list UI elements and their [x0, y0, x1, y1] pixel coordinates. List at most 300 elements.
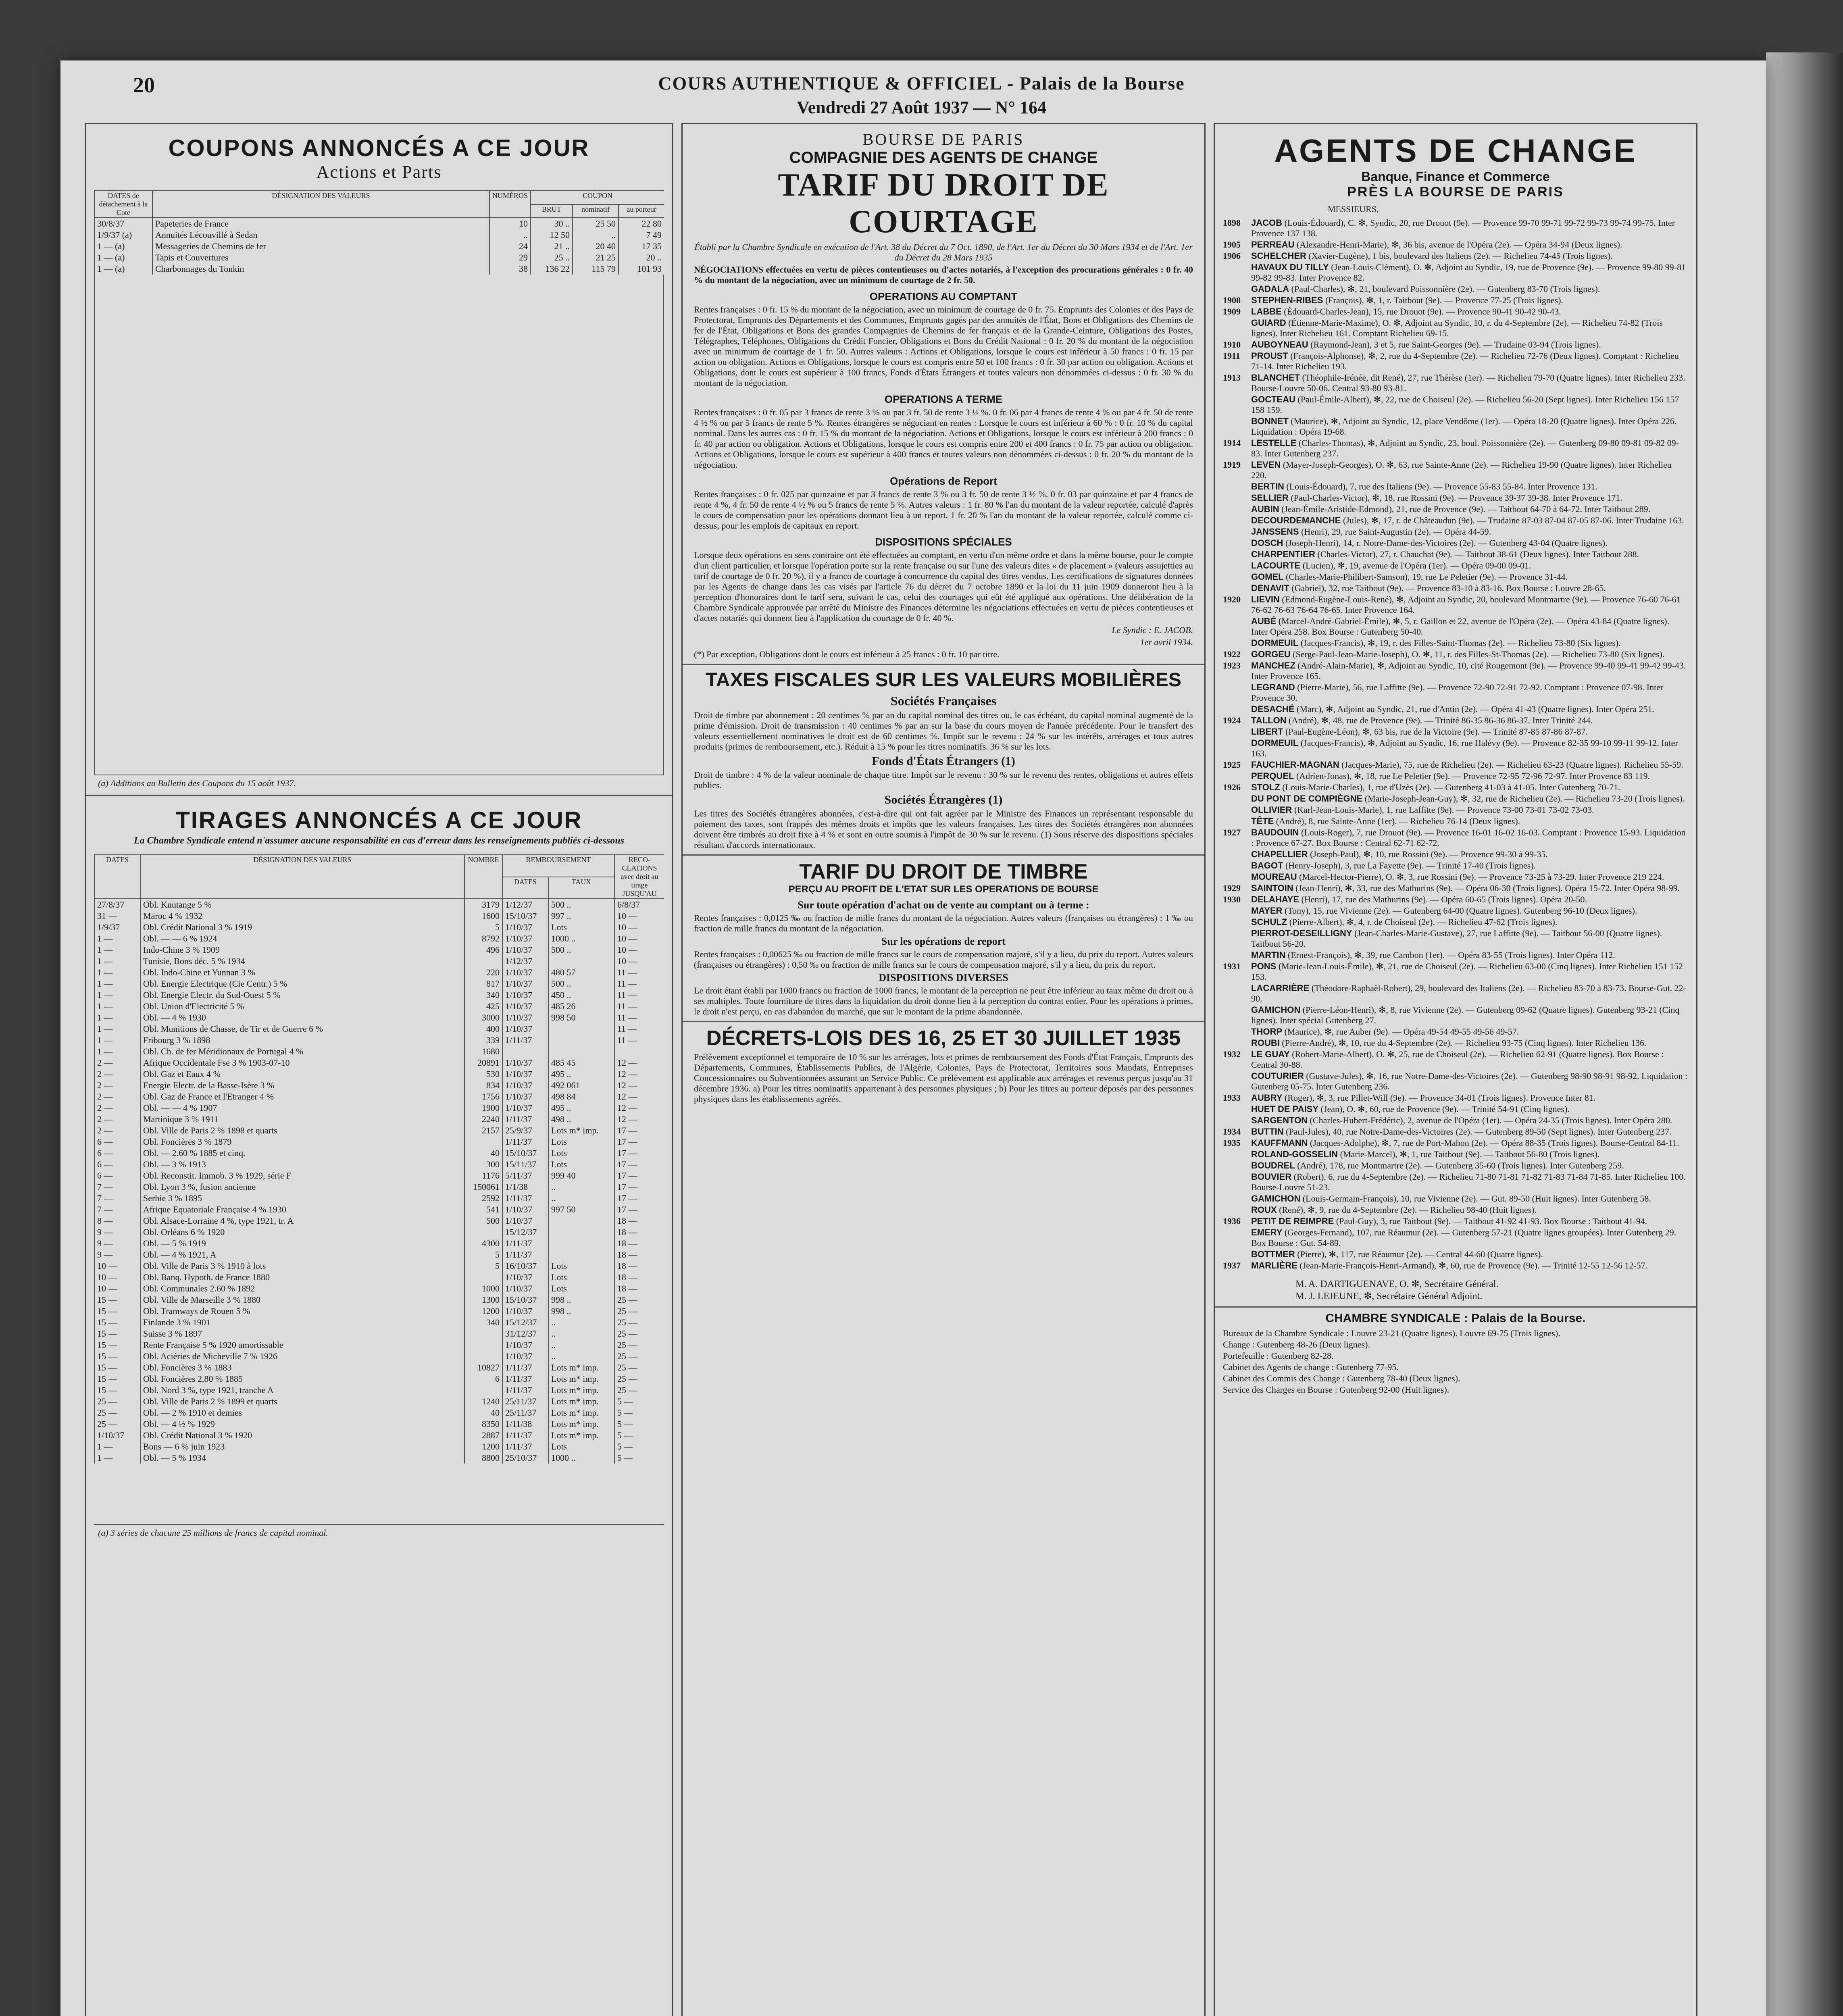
tirage-date: 15 —	[94, 1317, 140, 1328]
agent-details: (Louis-Édouard), C. ✻, Syndic, 20, rue Drouot (9e). — Provence 99-70 99-71 99-72 99-73 99-74 99-75. Inter Provence 137 138.	[1251, 218, 1675, 238]
agent-entry	[1223, 1127, 1688, 1137]
decrets-title: DÉCRETS-LOIS DES 16, 25 ET 30 JUILLET 1935	[706, 1027, 1181, 1050]
agent-year	[1223, 1172, 1251, 1193]
tirage-taux: 997 ..	[548, 910, 614, 922]
tirage-designation: Obl. Crédit National 3 % 1920	[140, 1430, 464, 1441]
tirage-date: 10 —	[94, 1260, 140, 1272]
table-row	[94, 944, 664, 956]
agent-name: LESTELLE	[1251, 438, 1297, 448]
agent-year	[1223, 928, 1251, 949]
chambre-line: Portefeuille : Gutenberg 82-28.	[1223, 1351, 1334, 1361]
tirage-taux	[548, 956, 614, 967]
agent-text	[1251, 827, 1688, 848]
agent-text	[1251, 1260, 1688, 1271]
agent-text	[1251, 416, 1688, 437]
tirage-taux: 997 50	[548, 1204, 614, 1215]
tirage-reclamation: 11 —	[614, 1012, 664, 1023]
tirage-designation: Rente Française 5 % 1920 amortissable	[140, 1339, 464, 1351]
agent-text	[1251, 515, 1688, 526]
agent-name: DU PONT DE COMPIÈGNE	[1251, 793, 1363, 804]
agent-name: ROUBI	[1251, 1038, 1280, 1048]
agent-year	[1223, 727, 1251, 737]
agent-details: (Alexandre-Henri-Marie), ✻, 36 bis, avenue de l'Opéra (2e). — Opéra 34-94 (Deux lignes).	[1297, 240, 1622, 250]
tirage-date: 7 —	[94, 1181, 140, 1193]
tirage-date: 2 —	[94, 1102, 140, 1114]
agent-year	[1223, 805, 1251, 815]
agent-entry	[1223, 1115, 1688, 1126]
tirage-reclamation: 17 —	[614, 1148, 664, 1159]
agent-entry	[1223, 1005, 1688, 1026]
coupons-col-coupon: COUPON	[531, 191, 664, 204]
agent-text	[1251, 438, 1688, 459]
agent-year	[1223, 262, 1251, 283]
tirage-date: 1 —	[94, 989, 140, 1001]
tirage-date: 1/10/37	[94, 1430, 140, 1441]
agent-details: (Jean-Henri), ✻, 33, rue des Mathurins (9e). — Opéra 06-30 (Trois lignes). Opéra 15-72. Inter Opéra 98-99.	[1295, 883, 1680, 893]
courtage-section-text: Lorsque deux opérations en sens contraire ont été effectuées au comptant, en vertu d'un même ordre et dans la même bourse, pour le compte d'un client particulier, et lorsque l'opération porte sur la rente française ou sur l'une des valeurs dites « de placement » (valeurs assujetties au tarif de courtage de 0 fr. 20 %), il y a franco de courtage à concurrence du capital des titres vendus. Les certifications de signatures données par les Agents de change dans les cas visés par l'article 76 du décret du 7 octobre 1890 et la loi du 11 juin 1909 donneront lieu à la perception d'honoraires dont le tarif sera, suivant le cas, celui des courtages qui eût été appliqué aux opérations. Une délibération de la Chambre Syndicale approuvée par arrêté du Ministre des Finances détermine les négociations effectuées en vertu de pièces contentieuses et d'actes notariés qui donnent lieu à l'application du courtage de 0 fr. 40 %.	[694, 550, 1193, 623]
agent-name: AUBÉ	[1251, 616, 1277, 626]
agent-text	[1251, 527, 1688, 537]
coupons-body	[94, 218, 664, 275]
agent-details: (Étienne-Marie-Maxime), O. ✻, Adjoint au Syndic, 10, r. du 4-Septembre (2e). — Richelieu 74-82 (Trois lignes). Inter Richelieu 161. Comptant Richelieu 69-15.	[1251, 318, 1663, 338]
agent-entry	[1223, 727, 1688, 737]
agent-details: (Raymond-Jean), 3 et 5, rue Saint-Georges (9e). — Trudaine 03-94 (Trois lignes).	[1310, 339, 1601, 350]
tirage-remb-date: 1/11/37	[502, 1430, 548, 1441]
agent-details: (Paul-Charles), ✻, 21, boulevard Poissonnière (2e). — Gutenberg 83-70 (Trois lignes).	[1291, 284, 1600, 294]
tirage-reclamation: 25 —	[614, 1362, 664, 1373]
agent-text	[1251, 1193, 1688, 1204]
agent-entry	[1223, 394, 1688, 415]
tirage-date: 1 —	[94, 967, 140, 978]
agent-entry	[1223, 1172, 1688, 1193]
tirage-nombre: 5	[464, 922, 502, 933]
agent-entry	[1223, 928, 1688, 949]
tirage-nombre: 834	[464, 1080, 502, 1091]
tirage-date: 9 —	[94, 1238, 140, 1249]
agent-entry	[1223, 1149, 1688, 1160]
agent-name: HAVAUX DU TILLY	[1251, 262, 1329, 272]
agent-details: (Marie-Joseph-Jean-Guy), ✻, 32, rue de Richelieu (2e). — Richelieu 73-20 (Trois lignes).	[1364, 793, 1685, 804]
tirage-date: 27/8/37	[94, 899, 140, 910]
agent-details: (Louis-Germain-François), 10, rue Vivienne (2e). — Gut. 89-50 (Huit lignes). Inter Gutenberg 58.	[1302, 1193, 1651, 1204]
agent-details: (Charles-Thomas), ✻, Adjoint au Syndic, 23, boul. Poissonnière (2e). — Gutenberg 09-80 09-81 09-82 09-83. Inter Gutenberg 237.	[1251, 438, 1679, 458]
tirage-nombre: 150061	[464, 1181, 502, 1193]
tirage-nombre: 496	[464, 944, 502, 956]
taxes-sub1: Sociétés Françaises	[890, 694, 997, 708]
agent-name: AUBIN	[1251, 504, 1279, 514]
agent-details: (Ernest-François), ✻, 39, rue Cambon (1er). — Opéra 83-55 (Trois lignes). Inter Opéra 112.	[1288, 950, 1615, 960]
tirage-taux: 450 ..	[548, 989, 614, 1001]
tirage-nombre: 339	[464, 1035, 502, 1046]
agent-text	[1251, 727, 1688, 737]
agent-name: LABBE	[1251, 306, 1282, 317]
coupon-numero: 38	[489, 263, 531, 275]
agent-text	[1251, 638, 1688, 648]
tirage-remb-date: 1/10/37	[502, 1351, 548, 1362]
agent-name: PETIT DE REIMPRE	[1251, 1216, 1334, 1226]
secretary-general-adjoint: M. J. LEJEUNE, ✻, Secrétaire Général Adjoint.	[1295, 1291, 1483, 1302]
agent-text	[1251, 460, 1688, 481]
agent-details: (Jean), O. ✻, 60, rue de Provence (9e). — Trinité 54-91 (Cinq lignes).	[1320, 1104, 1570, 1114]
agent-year	[1223, 1193, 1251, 1204]
tirage-nombre: 6	[464, 1373, 502, 1385]
coupons-col-numeros: NUMÉROS	[489, 191, 531, 218]
agent-text	[1251, 682, 1688, 703]
agent-entry	[1223, 318, 1688, 339]
agent-name: MANCHEZ	[1251, 660, 1295, 671]
tirages-col-nombre: NOMBRE	[464, 855, 502, 899]
taxes-title: TAXES FISCALES SUR LES VALEURS MOBILIÈRES	[706, 669, 1181, 691]
chambre-line: Cabinet des Commis des Change : Gutenberg 78-40 (Deux lignes).	[1223, 1373, 1460, 1383]
timbre-title: TARIF DU DROIT DE TIMBRE	[799, 860, 1088, 883]
tirage-nombre: 1200	[464, 1306, 502, 1317]
tirage-designation: Suisse 3 % 1897	[140, 1328, 464, 1339]
agent-entry	[1223, 1249, 1688, 1260]
tirages-note: (a) 3 séries de chacune 25 millions de francs de capital nominal.	[94, 1524, 664, 1541]
tirage-nombre: 2592	[464, 1193, 502, 1204]
tirage-date: 6 —	[94, 1170, 140, 1181]
tirage-remb-date: 1/11/37	[502, 1385, 548, 1396]
agent-name: STEPHEN-RIBES	[1251, 295, 1323, 305]
agent-name: AUBRY	[1251, 1093, 1283, 1103]
agent-name: BOUDREL	[1251, 1160, 1295, 1170]
tirage-date: 1 —	[94, 1001, 140, 1012]
tirage-remb-date: 1/11/38	[502, 1418, 548, 1430]
tirage-reclamation: 11 —	[614, 978, 664, 989]
timbre-line3: DISPOSITIONS DIVERSES	[879, 972, 1008, 983]
agent-details: (Paul-Émile-Albert), ✻, 22, rue de Choiseul (2e). — Richelieu 56-20 (Sept lignes). Inter Richelieu 156 157 158 159.	[1251, 394, 1679, 415]
agent-year	[1223, 318, 1251, 339]
tirage-date: 15 —	[94, 1362, 140, 1373]
courtage-note: (*) Par exception, Obligations dont le cours est inférieur à 25 francs : 0 fr. 10 par titre.	[694, 649, 1000, 659]
agent-year	[1223, 572, 1251, 582]
coupon-designation: Messageries de Chemins de fer	[152, 241, 489, 252]
tirage-nombre: 1600	[464, 910, 502, 922]
tirage-nombre: 10827	[464, 1362, 502, 1373]
taxes-sub2: Fonds d'États Étrangers (1)	[872, 754, 1015, 768]
agent-details: (Robert-Marie-Albert), O. ✻, 25, rue de Choiseul (2e). — Richelieu 62-91 (Quatre lignes). Box Bourse : Central 30-88.	[1251, 1049, 1664, 1070]
tirage-reclamation: 18 —	[614, 1227, 664, 1238]
coupon-date: 1 — (a)	[94, 263, 152, 275]
tirage-designation: Obl. Ville de Paris 3 % 1910 à lots	[140, 1260, 464, 1272]
tirage-reclamation: 17 —	[614, 1125, 664, 1136]
agent-name: LEVEN	[1251, 460, 1281, 470]
agent-details: (Jacques-Francis), ✻, 19, r. des Filles-Saint-Thomas (2e). — Richelieu 73-80 (Six lignes).	[1300, 638, 1621, 648]
agent-year	[1223, 515, 1251, 526]
agent-year: 1913	[1223, 373, 1241, 383]
tirage-taux: Lots	[548, 922, 614, 933]
agent-entry	[1223, 1071, 1688, 1092]
coupon-brut: 25 ..	[531, 252, 573, 263]
table-row	[94, 1102, 664, 1114]
agent-entry	[1223, 373, 1688, 394]
agent-year	[1223, 1205, 1251, 1215]
agent-year: 1926	[1223, 782, 1241, 792]
table-row	[94, 1215, 664, 1227]
agent-year	[1223, 549, 1251, 560]
agent-text	[1251, 883, 1688, 893]
tirage-remb-date: 1/11/37	[502, 1136, 548, 1148]
agent-name: DENAVIT	[1251, 583, 1289, 593]
tirage-reclamation: 18 —	[614, 1260, 664, 1272]
agent-entry	[1223, 1027, 1688, 1037]
table-row	[94, 1306, 664, 1317]
agent-entry	[1223, 816, 1688, 827]
agent-text	[1251, 1249, 1688, 1260]
agent-year	[1223, 284, 1251, 294]
tirage-designation: Obl. — 2.60 % 1885 et cinq.	[140, 1148, 464, 1159]
agent-name: ROLAND-GOSSELIN	[1251, 1149, 1338, 1159]
tirage-reclamation: 17 —	[614, 1204, 664, 1215]
tirage-remb-date: 15/12/37	[502, 1317, 548, 1328]
middle-column	[681, 123, 1206, 2016]
tirage-remb-date: 15/10/37	[502, 1294, 548, 1306]
agent-year: 1923	[1223, 660, 1241, 671]
coupons-table	[94, 190, 664, 275]
agent-text	[1251, 1115, 1688, 1126]
tirage-taux	[548, 1238, 614, 1249]
coupon-porteur: 7 49	[618, 229, 664, 241]
tirage-designation: Obl. — 2 % 1910 et demies	[140, 1407, 464, 1418]
agents-title: AGENTS DE CHANGE	[1274, 133, 1637, 169]
tirage-taux: ..	[548, 1317, 614, 1328]
agent-entry	[1223, 527, 1688, 537]
tirages-col-dates: DATES	[94, 855, 140, 899]
table-row	[94, 989, 664, 1001]
coupon-brut: 21 ..	[531, 241, 573, 252]
tirage-date: 15 —	[94, 1328, 140, 1339]
agent-entry	[1223, 251, 1688, 261]
tirage-nombre: 3000	[464, 1012, 502, 1023]
taxes-text3: Les titres des Sociétés étrangères abonnées, c'est-à-dire qui ont fait agréer par le Ministre des Finances un représentant responsable du paiement des taxes, sont frappés des mêmes droits et impôts que les valeurs françaises. Les titres des Sociétés étrangères non abonnées doivent être timbrés au droit fixe à 4 % et sont en outre soumis à l'impôt de 30 % sur le revenu. (1) Sous réserve des dispositions spéciales résultant d'accords internationaux.	[694, 808, 1193, 850]
agent-text	[1251, 860, 1688, 871]
tirage-taux: ..	[548, 1328, 614, 1339]
courtage-section-title: OPERATIONS A TERME	[884, 393, 1003, 405]
tirage-taux: 500 ..	[548, 978, 614, 989]
table-row	[94, 229, 664, 241]
agent-year	[1223, 504, 1251, 514]
agent-text	[1251, 1104, 1688, 1114]
tirage-nombre: 2240	[464, 1114, 502, 1125]
courtage-section-text: Rentes françaises : 0 fr. 025 par quinzaine et par 3 francs de rente 3 % ou 3 fr. 50 de rente 3 ½ %. 0 fr. 03 par quinzaine et par 4 francs de rente 4 %, 4 fr. 50 de rente 4 ½ % ou 5 francs de rente 5 %. Autres valeurs : 1 fr. 80 % l'an du montant de la valeur reportée, calculé d'après le cours de compensation pour les opérations donnant lieu à un report. 1 fr. 20 % l'an du montant de la valeur reportée, calculé comme ci-dessus, pour les emplois de capitaux en report.	[694, 489, 1193, 531]
agent-details: (Joseph-Henri), 14, r. Notre-Dame-des-Victoires (2e). — Gutenberg 43-04 (Quatre lignes).	[1285, 538, 1608, 548]
tirage-taux: 500 ..	[548, 899, 614, 910]
agent-text	[1251, 1027, 1688, 1037]
tirage-nombre: 340	[464, 1317, 502, 1328]
agent-year	[1223, 872, 1251, 882]
table-row	[94, 1181, 664, 1193]
agent-details: (Jean-Charles-Marie-Gustave), 27, rue Laffitte (9e). — Taitbout 56-00 (Quatre lignes). Taitbout 56-20.	[1251, 928, 1662, 949]
tirage-taux: 500 ..	[548, 944, 614, 956]
compagnie-title: COMPAGNIE DES AGENTS DE CHANGE	[789, 149, 1098, 167]
coupon-designation: Annuités Lécouvillé à Sedan	[152, 229, 489, 241]
tirage-taux: Lots	[548, 1272, 614, 1283]
tirage-remb-date: 1/10/37	[502, 1204, 548, 1215]
agent-name: COUTURIER	[1251, 1071, 1304, 1081]
coupon-numero: 24	[489, 241, 531, 252]
agent-entry	[1223, 1193, 1688, 1204]
agent-text	[1251, 295, 1688, 306]
agent-text	[1251, 894, 1688, 905]
tirage-date: 15 —	[94, 1294, 140, 1306]
agent-details: (Jean-Émile-Aristide-Edmond), 21, rue de Provence (9e). — Taitbout 64-70 à 64-72. Inter Taitbout 289.	[1281, 504, 1651, 514]
tirage-designation: Obl. Ch. de fer Méridionaux de Portugal 4 %	[140, 1046, 464, 1057]
tirage-remb-date: 1/10/37	[502, 933, 548, 944]
agent-entry	[1223, 1205, 1688, 1215]
agent-text	[1251, 760, 1688, 770]
table-row	[94, 1159, 664, 1170]
agent-details: (Marc), ✻, Adjoint au Syndic, 21, rue d'Antin (2e). — Opéra 41-43 (Quatre lignes). Inter Opéra 251.	[1297, 704, 1654, 714]
tirage-nombre: 8800	[464, 1452, 502, 1464]
tirage-reclamation: 25 —	[614, 1294, 664, 1306]
agent-name: PROUST	[1251, 351, 1288, 361]
agent-entry	[1223, 538, 1688, 548]
agent-entry	[1223, 1138, 1688, 1148]
table-row	[94, 1204, 664, 1215]
tirage-reclamation: 5 —	[614, 1441, 664, 1452]
coupons-subtitle: Actions et Parts	[316, 162, 442, 182]
courtage-intro: Établi par la Chambre Syndicale en exécution de l'Art. 38 du Décret du 7 Oct. 1890, de l'Art. 1er du Décret du 30 Mars 1934 et de l'Art. 1er du Décret du 28 Mars 1935	[694, 242, 1193, 262]
table-row	[94, 252, 664, 263]
table-row	[94, 1125, 664, 1136]
agent-details: (Maurice), ✻, Adjoint au Syndic, 12, place Vendôme (1er). — Opéra 18-20 (Quatre lignes). Inter Opéra 226. Liquidation : Opéra 19-68.	[1251, 416, 1677, 437]
tirage-designation: Obl. Reconstit. Immob. 3 % 1929, série F	[140, 1170, 464, 1181]
agent-year	[1223, 616, 1251, 637]
agent-entry	[1223, 240, 1688, 250]
tirage-nombre: 1176	[464, 1170, 502, 1181]
agent-name: GAMICHON	[1251, 1193, 1301, 1204]
tirage-designation: Obl. Foncières 2,80 % 1885	[140, 1373, 464, 1385]
agent-details: (Pierre-André), ✻, 10, rue du 4-Septembre (2e). — Richelieu 93-75 (Cinq lignes). Inter Richelieu 136.	[1282, 1038, 1647, 1048]
coupons-table-wrap	[94, 190, 664, 791]
tirage-reclamation: 5 —	[614, 1430, 664, 1441]
agent-year	[1223, 560, 1251, 571]
agent-entry	[1223, 504, 1688, 514]
agent-name: PIERROT-DESEILLIGNY	[1251, 928, 1352, 938]
agent-name: LE GUAY	[1251, 1049, 1290, 1059]
tirage-taux: Lots m* imp.	[548, 1373, 614, 1385]
chambre-line: Change : Gutenberg 48-26 (Deux lignes).	[1223, 1339, 1370, 1350]
tirage-remb-date: 1/10/37	[502, 1283, 548, 1294]
tirage-designation: Obl. — 5 % 1934	[140, 1452, 464, 1464]
tirage-remb-date: 1/10/37	[502, 1023, 548, 1035]
tirage-nombre: 2887	[464, 1430, 502, 1441]
tirage-nombre: 220	[464, 967, 502, 978]
agent-entry	[1223, 339, 1688, 350]
timbre-line1: Sur toute opération d'achat ou de vente au comptant ou à terme :	[798, 899, 1089, 911]
agent-text	[1251, 251, 1688, 261]
timbre-line2: Sur les opérations de report	[881, 935, 1006, 947]
agent-text	[1251, 1038, 1688, 1048]
agent-details: (Serge-Paul-Jean-Marie-Joseph), O. ✻, 11, r. des Filles-St-Thomas (2e). — Richelieu 73-80 (Six lignes).	[1293, 649, 1665, 659]
agent-text	[1251, 616, 1688, 637]
tirage-remb-date: 25/10/37	[502, 1452, 548, 1464]
secretary-general: M. A. DARTIGUENAVE, O. ✻, Secrétaire Général.	[1295, 1279, 1499, 1289]
tirage-date: 6 —	[94, 1136, 140, 1148]
tirage-date: 7 —	[94, 1204, 140, 1215]
tirage-taux: ..	[548, 1181, 614, 1193]
divider	[683, 854, 1204, 856]
tirage-nombre: 5	[464, 1260, 502, 1272]
agent-name: MOUREAU	[1251, 872, 1297, 882]
tirage-designation: Indo-Chine 3 % 1909	[140, 944, 464, 956]
agent-details: (Henri), 17, rue des Mathurins (9e). — Opéra 60-65 (Trois lignes). Opéra 20-50.	[1301, 894, 1587, 904]
tirage-remb-date: 1/1/38	[502, 1181, 548, 1193]
tirage-reclamation: 17 —	[614, 1170, 664, 1181]
taxes-text1: Droit de timbre par abonnement : 20 centimes % par an du capital nominal des titres ou, le cas échéant, du capital nominal augmenté de la prime d'émission. Droit de transmission : 40 centimes % par an sur la base du cours moyen de l'année précédente. Pour le transfert des valeurs essentiellement nominatives le droit est de 60 centimes %. Impôt sur le revenu : 24 % sur les intérêts, arrérages et tous autres produits (primes de remboursement, etc.). Réduit à 15 % pour les titres nominatifs. 36 % sur les lots.	[694, 710, 1193, 752]
courtage-title: TARIF DU DROIT DE COURTAGE	[778, 167, 1109, 240]
tirage-reclamation: 25 —	[614, 1351, 664, 1362]
tirage-reclamation: 11 —	[614, 967, 664, 978]
table-row	[94, 1148, 664, 1159]
tirage-reclamation: 5 —	[614, 1452, 664, 1464]
agent-text	[1251, 1127, 1688, 1137]
agent-details: (Maurice), ✻, rue Auber (9e). — Opéra 49-54 49-55 49-56 49-57.	[1284, 1027, 1519, 1037]
agent-year: 1932	[1223, 1049, 1241, 1059]
agent-entry	[1223, 1093, 1688, 1103]
tirage-date: 1 —	[94, 1012, 140, 1023]
agent-entry	[1223, 481, 1688, 492]
tirage-taux	[548, 1215, 614, 1227]
table-row	[94, 1249, 664, 1260]
agent-year	[1223, 493, 1251, 503]
tirage-remb-date: 25/11/37	[502, 1396, 548, 1407]
agent-entry	[1223, 827, 1688, 848]
coupon-porteur: 22 80	[618, 218, 664, 229]
agent-details: (Lucien), ✻, 19, avenue de l'Opéra (1er). — Opéra 09-00 09-01.	[1302, 560, 1531, 571]
tirage-remb-date: 1/11/37	[502, 1035, 548, 1046]
tirage-date: 1 —	[94, 1035, 140, 1046]
agent-details: (Georges-Fernand), 107, rue Réaumur (2e). — Gutenberg 57-21 (Quatre lignes groupées). Inter Gutenberg 29. Box Bourse : Gut. 54-89.	[1251, 1227, 1676, 1248]
agent-details: (Tony), 15, rue Vivienne (2e). — Gutenberg 64-00 (Quatre lignes). Gutenberg 96-10 (Deux lignes).	[1284, 906, 1637, 916]
tirage-designation: Obl. Ville de Paris 2 % 1898 et quarts	[140, 1125, 464, 1136]
tirage-designation: Afrique Equatoriale Française 4 % 1930	[140, 1204, 464, 1215]
agent-text	[1251, 782, 1688, 793]
agent-year: 1905	[1223, 240, 1241, 250]
tirage-taux: Lots	[548, 1136, 614, 1148]
courtage-section-title: OPERATIONS AU COMPTANT	[869, 290, 1018, 302]
tirage-designation: Obl. — 3 % 1913	[140, 1159, 464, 1170]
coupon-nominatif: 20 40	[573, 241, 618, 252]
agent-year	[1223, 1104, 1251, 1114]
coupon-nominatif: 115 79	[573, 263, 618, 275]
decrets-text: Prélèvement exceptionnel et temporaire de 10 % sur les arrérages, lots et primes de remboursement des Fonds d'État Français, Emprunts des Départements, Communes, Établissements Publics, de l'Algérie, Colonies, Pays de Protectorat, Territoires sous Mandats, Entreprises Concessionnaires ou Subventionnées assurant un Service Public. Ce prélèvement est applicable aux arrérages et revenus perçus jusqu'au 31 décembre 1936. a) Pour les titres nominatifs appartenant à des personnes physiques ; b) Pour les titres au porteur déposés par des personnes physiques dans les établissements agréés.	[694, 1052, 1193, 1104]
tirages-col-taux: TAUX	[548, 877, 614, 899]
timbre-text3: Le droit étant établi par 1000 francs ou fraction de 1000 francs, le montant de la perception ne peut être inférieur au taux même du droit ou à ses multiples. Toute fourniture de titres dans la liquidation du droit donne lieu à la perception du contrat entier. Pour les opérations à primes, le droit n'est perçu, en cas d'abandon du marché, que sur le montant de la prime abandonnée.	[694, 985, 1193, 1016]
tirage-date: 10 —	[94, 1283, 140, 1294]
agent-name: GORGEU	[1251, 649, 1291, 659]
agent-year	[1223, 906, 1251, 916]
tirages-col-reclamations: RECO-CLATIONS avec droit au tirage JUSQU'AU	[614, 855, 664, 899]
tirage-date: 8 —	[94, 1215, 140, 1227]
agent-year: 1925	[1223, 760, 1241, 770]
agent-entry	[1223, 906, 1688, 916]
tirage-nombre	[464, 1136, 502, 1148]
agent-text	[1251, 306, 1688, 317]
agent-name: SCHULZ	[1251, 917, 1287, 927]
tirage-remb-date: 1/10/37	[502, 944, 548, 956]
agent-details: (Marie-Jean-Louis-Émile), ✻, 21, rue de Choiseul (2e). — Richelieu 63-00 (Cinq lignes). Inter Richelieu 151 152 153.	[1251, 961, 1683, 982]
tirage-nombre	[464, 1351, 502, 1362]
right-column	[1214, 123, 1697, 2016]
agent-year	[1223, 849, 1251, 860]
agent-year	[1223, 1227, 1251, 1248]
agent-name: BOTTMER	[1251, 1249, 1295, 1259]
agent-year	[1223, 1115, 1251, 1126]
tirages-table-wrap	[94, 854, 664, 1541]
tirage-taux: 999 40	[548, 1170, 614, 1181]
tirage-designation: Obl. Energie Electr. du Sud-Ouest 5 %	[140, 989, 464, 1001]
